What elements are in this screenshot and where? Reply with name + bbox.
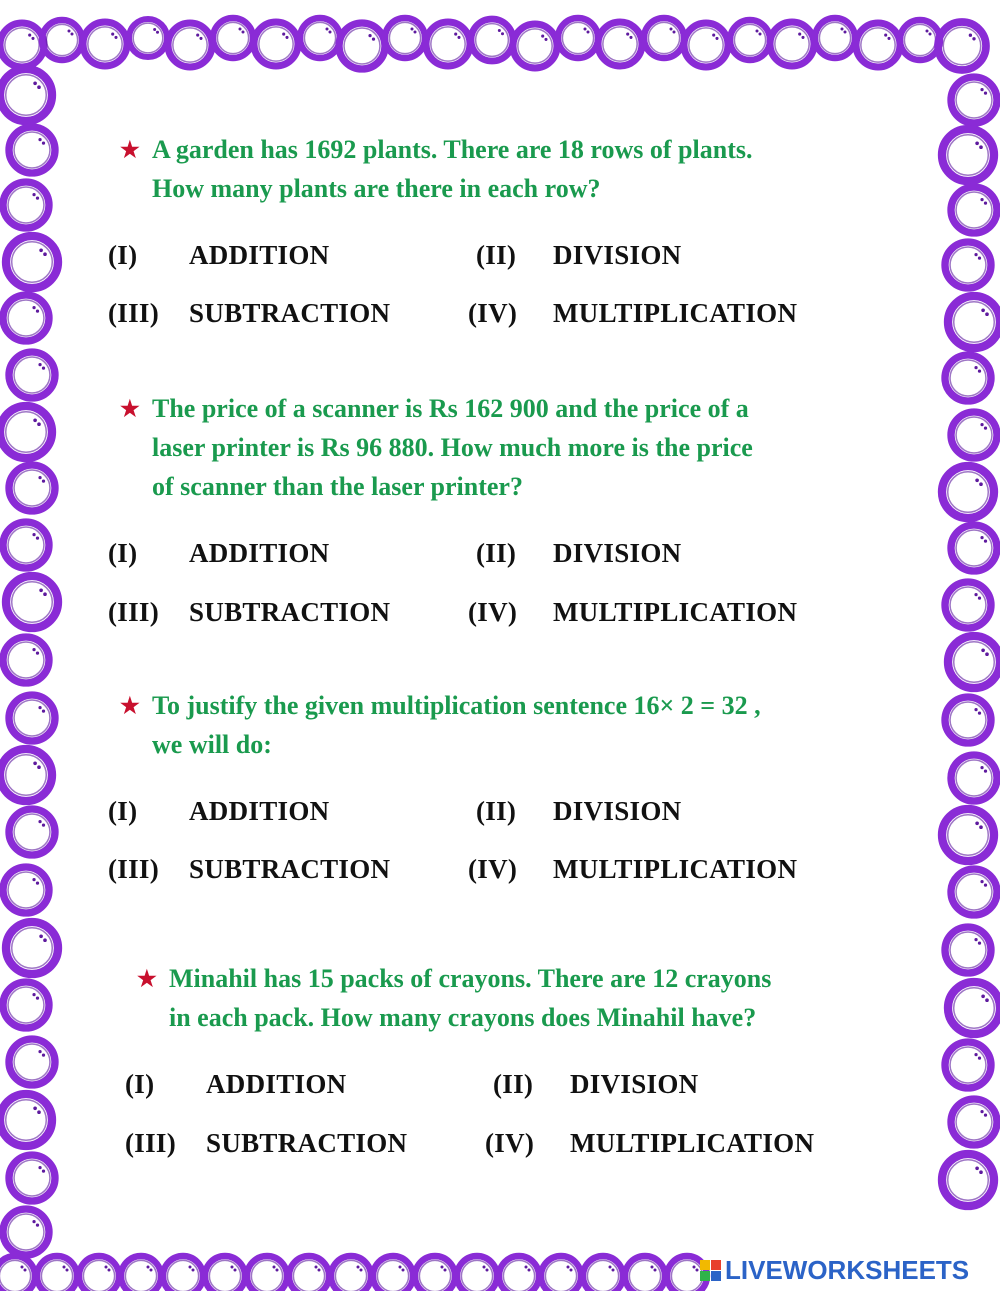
border-ring bbox=[945, 355, 991, 401]
q2-option-2[interactable] bbox=[476, 538, 682, 569]
border-ring bbox=[0, 1256, 35, 1291]
border-ring bbox=[42, 20, 82, 60]
q4-option-2[interactable] bbox=[493, 1069, 699, 1100]
border-ring bbox=[583, 1256, 623, 1291]
question-4 bbox=[137, 959, 772, 1037]
question-2-line-1: The price of a scanner is Rs 162 900 and the price of a bbox=[152, 394, 749, 423]
border-ring bbox=[0, 23, 44, 67]
question-4-line-2: in each pack. How many crayons does Minahil have? bbox=[169, 1003, 757, 1032]
border-ring bbox=[0, 69, 52, 121]
option-label: DIVISION bbox=[570, 1069, 699, 1099]
border-ring bbox=[9, 352, 55, 398]
option-label: ADDITION bbox=[206, 1069, 347, 1099]
option-number: (III) bbox=[125, 1128, 177, 1158]
border-ring bbox=[9, 809, 55, 855]
border-ring bbox=[499, 1256, 539, 1291]
option-number: (I) bbox=[108, 240, 138, 270]
border-ring bbox=[951, 187, 997, 233]
question-3-line-1: To justify the given multiplication sentence 16× 2 = 32 , bbox=[152, 691, 761, 720]
border-ring bbox=[684, 23, 728, 67]
border-ring bbox=[426, 22, 470, 66]
border-ring bbox=[9, 127, 55, 173]
option-number: (IV) bbox=[468, 854, 518, 884]
border-ring bbox=[598, 22, 642, 66]
border-ring bbox=[945, 242, 991, 288]
border-ring bbox=[289, 1256, 329, 1291]
border-ring bbox=[9, 695, 55, 741]
option-label: MULTIPLICATION bbox=[553, 298, 798, 328]
logo-mark-icon bbox=[700, 1260, 721, 1281]
border-ring bbox=[942, 466, 994, 518]
option-label: DIVISION bbox=[553, 240, 682, 270]
question-3-line-2: we will do: bbox=[152, 730, 272, 759]
option-number: (I) bbox=[108, 538, 138, 568]
border-ring bbox=[815, 18, 855, 58]
q1-option-2[interactable] bbox=[476, 240, 682, 271]
border-ring bbox=[3, 182, 49, 228]
border-ring bbox=[558, 18, 598, 58]
border-ring bbox=[331, 1256, 371, 1291]
border-ring bbox=[730, 20, 770, 60]
logo-mark-square bbox=[700, 1260, 710, 1270]
border-ring bbox=[385, 18, 425, 58]
q3-option-4[interactable] bbox=[468, 854, 798, 885]
q3-option-3[interactable] bbox=[108, 854, 391, 885]
q3-option-2[interactable] bbox=[476, 796, 682, 827]
border-ring bbox=[79, 1256, 119, 1291]
option-number: (II) bbox=[476, 538, 517, 568]
question-1 bbox=[120, 130, 753, 208]
option-label: SUBTRACTION bbox=[189, 854, 391, 884]
border-ring bbox=[3, 1209, 49, 1255]
question-2-line-3: of scanner than the laser printer? bbox=[152, 472, 523, 501]
border-ring bbox=[168, 23, 212, 67]
border-ring bbox=[945, 697, 991, 743]
border-ring bbox=[415, 1256, 455, 1291]
border-ring bbox=[945, 927, 991, 973]
border-ring bbox=[373, 1256, 413, 1291]
logo-mark-square bbox=[711, 1271, 721, 1281]
border-ring bbox=[951, 412, 997, 458]
border-ring bbox=[3, 522, 49, 568]
border-ring bbox=[951, 525, 997, 571]
logo-mark-square bbox=[711, 1260, 721, 1270]
border-ring bbox=[951, 869, 997, 915]
border-ring bbox=[6, 236, 58, 288]
q1-option-1[interactable] bbox=[108, 240, 330, 271]
border-ring bbox=[948, 296, 1000, 348]
option-label: SUBTRACTION bbox=[189, 298, 391, 328]
border-ring bbox=[163, 1256, 203, 1291]
logo-mark-square bbox=[700, 1271, 710, 1281]
border-ring bbox=[457, 1256, 497, 1291]
option-label: ADDITION bbox=[189, 538, 330, 568]
star-icon: ★ bbox=[120, 693, 140, 718]
star-icon: ★ bbox=[120, 396, 140, 421]
star-icon: ★ bbox=[137, 966, 157, 991]
border-ring bbox=[247, 1256, 287, 1291]
border-ring bbox=[471, 19, 513, 61]
border-ring bbox=[205, 1256, 245, 1291]
option-label: SUBTRACTION bbox=[189, 597, 391, 627]
border-ring bbox=[3, 637, 49, 683]
option-number: (II) bbox=[476, 240, 517, 270]
border-ring bbox=[339, 23, 385, 69]
border-ring bbox=[938, 22, 986, 70]
border-ring bbox=[942, 809, 994, 861]
q2-option-4[interactable] bbox=[468, 597, 798, 628]
border-ring bbox=[9, 465, 55, 511]
border-ring bbox=[3, 295, 49, 341]
border-ring bbox=[0, 406, 52, 458]
border-ring bbox=[770, 22, 814, 66]
border-ring bbox=[3, 867, 49, 913]
option-label: MULTIPLICATION bbox=[553, 854, 798, 884]
border-ring bbox=[9, 1155, 55, 1201]
option-number: (II) bbox=[493, 1069, 534, 1099]
border-ring bbox=[856, 23, 900, 67]
border-ring bbox=[254, 22, 298, 66]
border-ring bbox=[129, 19, 167, 57]
border-ring bbox=[9, 1039, 55, 1085]
q1-option-4[interactable] bbox=[468, 298, 798, 329]
border-ring bbox=[83, 22, 127, 66]
border-ring bbox=[513, 24, 557, 68]
option-number: (I) bbox=[125, 1069, 155, 1099]
q3-option-1[interactable] bbox=[108, 796, 330, 827]
border-ring bbox=[6, 922, 58, 974]
question-1-line-1: A garden has 1692 plants. There are 18 rows of plants. bbox=[152, 135, 753, 164]
option-number: (IV) bbox=[468, 597, 518, 627]
q2-option-3[interactable] bbox=[108, 597, 391, 628]
option-number: (I) bbox=[108, 796, 138, 826]
border-ring bbox=[945, 582, 991, 628]
border-ring bbox=[951, 1099, 997, 1145]
border-ring bbox=[945, 1042, 991, 1088]
q2-option-1[interactable] bbox=[108, 538, 330, 569]
star-icon: ★ bbox=[120, 137, 140, 162]
option-number: (IV) bbox=[485, 1128, 535, 1158]
border-ring bbox=[300, 18, 340, 58]
question-2 bbox=[120, 389, 753, 506]
q4-option-1[interactable] bbox=[125, 1069, 347, 1100]
option-number: (III) bbox=[108, 298, 160, 328]
border-ring bbox=[948, 636, 1000, 688]
question-3 bbox=[120, 686, 761, 764]
option-label: DIVISION bbox=[553, 796, 682, 826]
option-number: (II) bbox=[476, 796, 517, 826]
question-2-line-2: laser printer is Rs 96 880. How much more is the price bbox=[152, 433, 753, 462]
option-label: ADDITION bbox=[189, 796, 330, 826]
border-ring bbox=[37, 1256, 77, 1291]
border-ring bbox=[541, 1256, 581, 1291]
option-label: MULTIPLICATION bbox=[553, 597, 798, 627]
border-ring bbox=[942, 129, 994, 181]
border-ring bbox=[625, 1256, 665, 1291]
option-label: ADDITION bbox=[189, 240, 330, 270]
border-ring bbox=[0, 1094, 52, 1146]
option-label: DIVISION bbox=[553, 538, 682, 568]
option-label: MULTIPLICATION bbox=[570, 1128, 815, 1158]
border-ring bbox=[900, 20, 940, 60]
border-ring bbox=[948, 982, 1000, 1034]
question-1-line-2: How many plants are there in each row? bbox=[152, 174, 601, 203]
option-label: SUBTRACTION bbox=[206, 1128, 408, 1158]
option-number: (IV) bbox=[468, 298, 518, 328]
border-ring bbox=[644, 18, 684, 58]
option-number: (III) bbox=[108, 597, 160, 627]
border-ring bbox=[951, 77, 997, 123]
border-ring bbox=[3, 982, 49, 1028]
border-ring bbox=[6, 576, 58, 628]
border-ring bbox=[0, 749, 52, 801]
question-4-line-1: Minahil has 15 packs of crayons. There are 12 crayons bbox=[169, 964, 772, 993]
q4-option-4[interactable] bbox=[485, 1128, 815, 1159]
option-number: (III) bbox=[108, 854, 160, 884]
logo-text: LIVEWORKSHEETS bbox=[725, 1254, 970, 1285]
border-ring bbox=[951, 755, 997, 801]
liveworksheets-logo bbox=[700, 1255, 969, 1285]
border-ring bbox=[942, 1154, 994, 1206]
border-ring bbox=[213, 18, 253, 58]
q4-option-3[interactable] bbox=[125, 1128, 408, 1159]
border-ring bbox=[121, 1256, 161, 1291]
q1-option-3[interactable] bbox=[108, 298, 391, 329]
